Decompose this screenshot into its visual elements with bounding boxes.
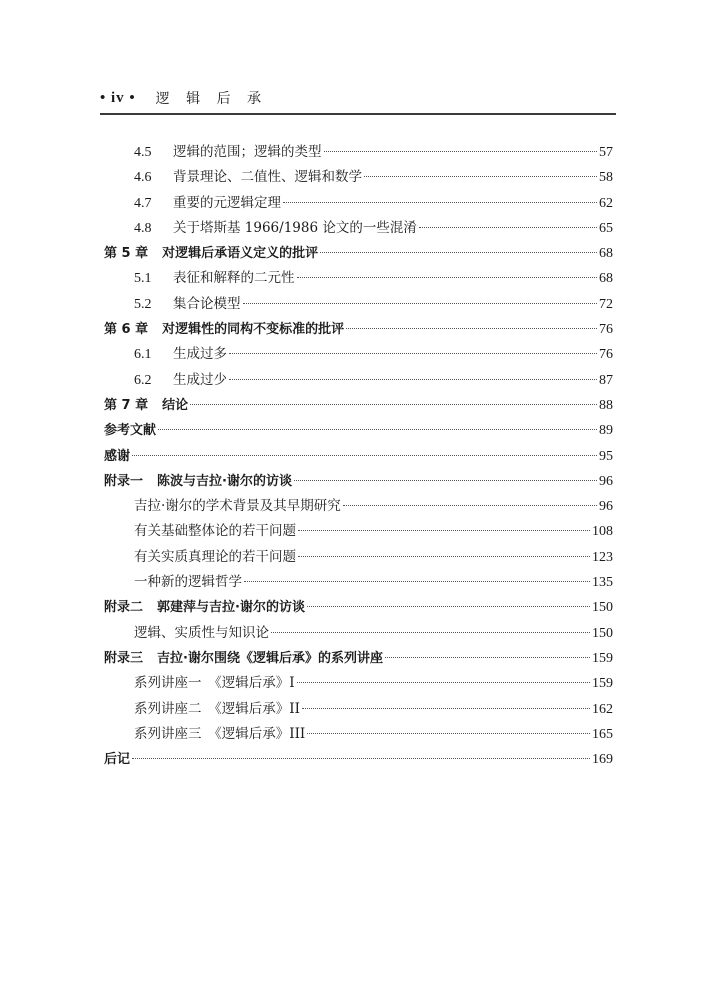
toc-entry-page: 165 — [592, 726, 613, 742]
toc-entry-section[interactable] — [104, 671, 613, 696]
toc-entry-number: 第 6 章 — [104, 322, 149, 338]
toc-entry-number: 6.1 — [134, 347, 152, 363]
toc-entry-chapter[interactable] — [104, 646, 613, 671]
toc-entry-title: 集合论模型 — [173, 295, 241, 312]
toc-entry-section[interactable] — [104, 570, 613, 595]
toc-entry-section[interactable] — [104, 140, 613, 165]
toc-entry-section[interactable] — [104, 266, 613, 291]
dot-leader — [346, 328, 597, 329]
toc-entry-title: 后记 — [104, 752, 131, 768]
toc-entry-title: 系列讲座二 《逻辑后承》II — [134, 700, 300, 717]
toc-entry-title: 有关实质真理论的若干问题 — [134, 548, 296, 565]
toc-entry-page: 65 — [599, 220, 613, 236]
dot-leader — [190, 404, 597, 405]
dot-leader — [244, 581, 590, 582]
toc-entry-number: 附录二 — [104, 600, 144, 616]
dot-leader — [307, 733, 590, 734]
toc-entry-title: 参考文献 — [104, 423, 157, 439]
toc-entry-page: 68 — [599, 246, 613, 262]
toc-entry-title: 重要的元逻辑定理 — [173, 194, 281, 211]
toc-entry-page: 62 — [599, 195, 613, 211]
dot-leader — [243, 303, 598, 304]
toc-entry-page: 96 — [599, 473, 613, 489]
toc-entry-title: 郭建萍与吉拉·谢尔的访谈 — [157, 600, 305, 616]
toc-entry-title: 逻辑的范围；逻辑的类型 — [173, 144, 322, 160]
toc-entry-chapter[interactable] — [104, 317, 613, 342]
toc-entry-page: 76 — [599, 322, 613, 338]
toc-entry-page: 95 — [599, 448, 613, 464]
book-title: 逻 辑 后 承 — [155, 91, 268, 107]
toc-entry-number: 附录一 — [104, 473, 144, 489]
toc-entry-page: 150 — [592, 600, 613, 616]
toc-entry-section[interactable] — [104, 519, 613, 544]
dot-leader — [298, 530, 590, 531]
dot-leader — [132, 758, 590, 759]
toc-entry-chapter[interactable] — [104, 747, 613, 772]
toc-entry-title: 生成过多 — [173, 346, 227, 363]
toc-entry-number: 第 5 章 — [104, 246, 149, 262]
toc-entry-page: 89 — [599, 423, 613, 439]
toc-entry-page: 150 — [592, 625, 613, 641]
dot-leader — [298, 556, 590, 557]
toc-entry-title: 一种新的逻辑哲学 — [134, 574, 242, 591]
toc-entry-number: 第 7 章 — [104, 397, 149, 413]
toc-entry-section[interactable] — [104, 368, 613, 393]
toc-entry-section[interactable] — [104, 722, 613, 747]
toc-entry-page: 68 — [599, 271, 613, 287]
toc-entry-page: 88 — [599, 397, 613, 413]
toc-entry-title: 对逻辑性的同构不变标准的批评 — [162, 322, 345, 338]
toc-entry-page: 162 — [592, 701, 613, 717]
toc-entry-page: 57 — [599, 145, 613, 160]
toc-entry-chapter[interactable] — [104, 418, 613, 443]
toc-entry-page: 159 — [592, 676, 613, 692]
toc-entry-page: 58 — [599, 170, 613, 186]
toc-entry-title: 陈波与吉拉·谢尔的访谈 — [157, 473, 292, 489]
toc-entry-title: 吉拉·谢尔的学术背景及其早期研究 — [134, 498, 341, 515]
toc-entry-section[interactable] — [104, 165, 613, 190]
toc-entry-page: 123 — [592, 549, 613, 565]
toc-entry-page: 76 — [599, 347, 613, 363]
toc-entry-number: 5.1 — [134, 271, 152, 287]
toc-entry-page: 108 — [592, 524, 613, 540]
toc-entry-title: 关于塔斯基 1966/1986 论文的一些混淆 — [173, 219, 417, 236]
toc-entry-chapter[interactable] — [104, 444, 613, 469]
toc-entry-title: 有关基础整体论的若干问题 — [134, 523, 296, 540]
dot-leader — [283, 202, 597, 203]
toc-entry-page: 87 — [599, 372, 613, 388]
page-number: • iv • — [100, 89, 136, 106]
toc-entry-section[interactable] — [104, 191, 613, 216]
dot-leader — [307, 606, 590, 607]
dot-leader — [419, 227, 597, 228]
toc-entry-section[interactable] — [104, 494, 613, 519]
toc-entry-section[interactable] — [104, 342, 613, 367]
toc-entry-title: 对逻辑后承语义定义的批评 — [162, 246, 319, 262]
toc-entry-page: 159 — [592, 650, 613, 666]
toc-entry-section[interactable] — [104, 216, 613, 241]
toc-entry-title: 逻辑、实质性与知识论 — [134, 624, 269, 641]
header-rule — [100, 113, 616, 115]
toc-entry-title: 表征和解释的二元性 — [173, 270, 295, 287]
running-header — [100, 88, 616, 108]
dot-leader — [364, 176, 597, 177]
toc-entry-page: 72 — [599, 296, 613, 312]
dot-leader — [343, 505, 597, 506]
toc-entry-chapter[interactable] — [104, 469, 613, 494]
dot-leader — [229, 379, 597, 380]
dot-leader — [297, 682, 590, 683]
dot-leader — [385, 657, 590, 658]
dot-leader — [297, 277, 598, 278]
toc-entry-title: 背景理论、二值性、逻辑和数学 — [173, 169, 362, 186]
toc-entry-page: 169 — [592, 752, 613, 768]
toc-entry-page: 135 — [592, 575, 613, 591]
toc-entry-number: 4.5 — [134, 145, 152, 160]
dot-leader — [294, 480, 597, 481]
toc-entry-chapter[interactable] — [104, 393, 613, 418]
toc-entry-number: 4.6 — [134, 170, 152, 186]
toc-entry-number: 6.2 — [134, 372, 152, 388]
toc-entry-section[interactable] — [104, 545, 613, 570]
toc-entry-number: 4.7 — [134, 195, 152, 211]
toc-entry-title: 结论 — [162, 397, 189, 413]
toc-entry-chapter[interactable] — [104, 241, 613, 266]
toc-entry-chapter[interactable] — [104, 595, 613, 620]
toc-entry-section[interactable] — [104, 621, 613, 646]
dot-leader — [320, 252, 597, 253]
dot-leader — [158, 429, 597, 430]
dot-leader — [271, 632, 590, 633]
toc-entry-title: 系列讲座一 《逻辑后承》I — [134, 675, 295, 692]
toc-entry-section[interactable] — [104, 697, 613, 722]
dot-leader — [229, 353, 597, 354]
toc-entry-number: 附录三 — [104, 650, 144, 666]
table-of-contents — [104, 140, 613, 772]
dot-leader — [132, 455, 597, 456]
toc-entry-page: 96 — [599, 499, 613, 515]
toc-entry-number: 4.8 — [134, 220, 152, 236]
toc-entry-section[interactable] — [104, 292, 613, 317]
toc-entry-number: 5.2 — [134, 296, 152, 312]
dot-leader — [324, 151, 598, 152]
toc-entry-title: 系列讲座三 《逻辑后承》III — [134, 725, 306, 742]
toc-entry-title: 感谢 — [104, 448, 131, 464]
toc-entry-title: 吉拉·谢尔围绕《逻辑后承》的系列讲座 — [157, 650, 383, 666]
dot-leader — [302, 708, 590, 709]
toc-entry-title: 生成过少 — [173, 371, 227, 388]
